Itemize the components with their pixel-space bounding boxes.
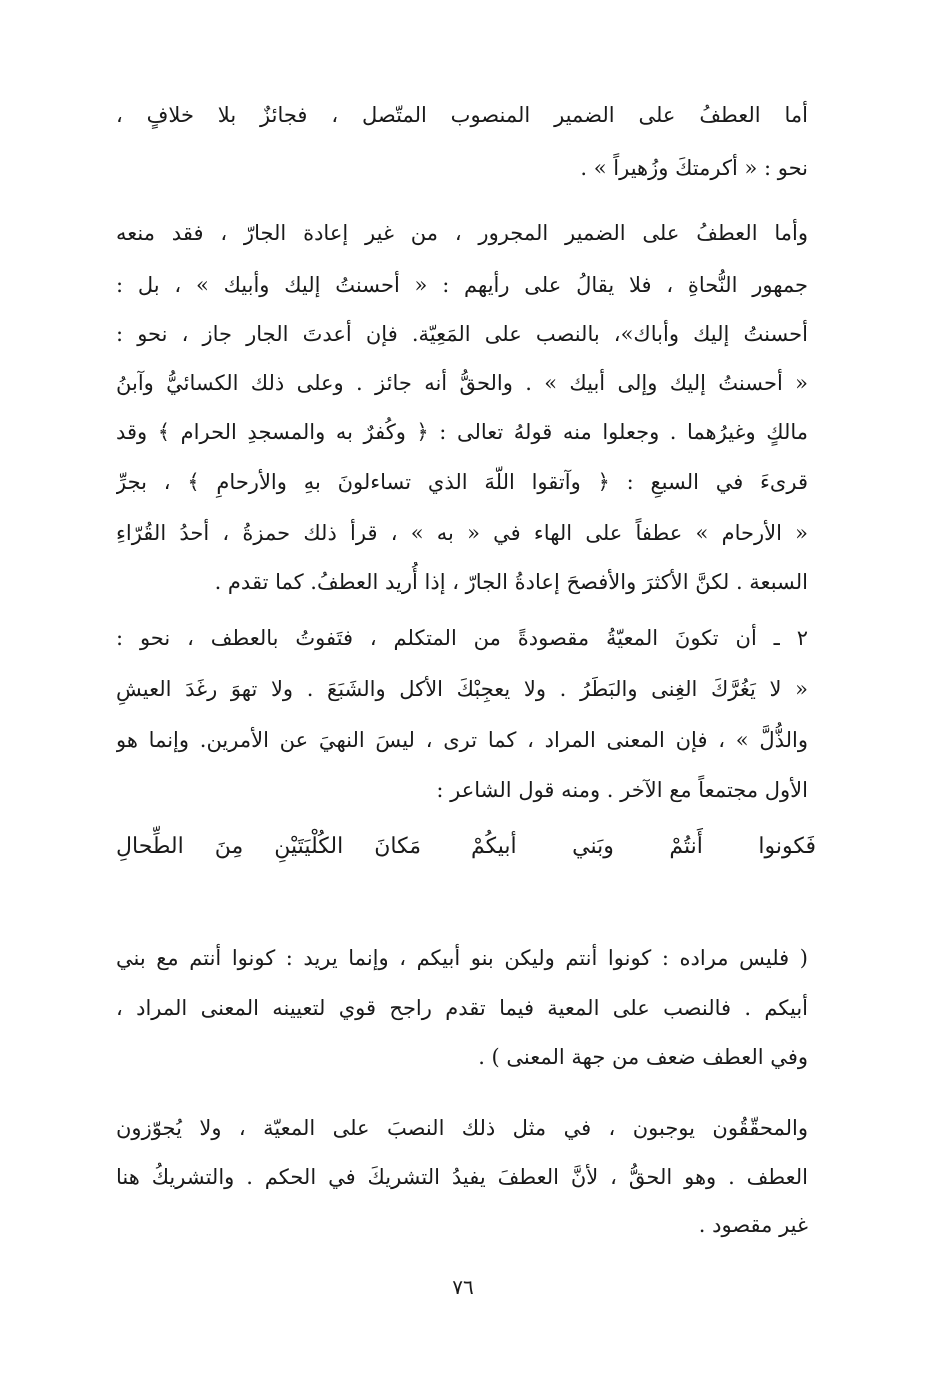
paragraph-2-line-5: مالكٍ وغيرُهما . وجعلوا منه قولهُ تعالى : ﴿ وكُفرٌ به والمسجدِ الحرام ﴾ وقد	[116, 420, 808, 444]
paragraph-4-line-2: أبيكم . فالنصب على المعية فيما تقدم راجح قوي لتعيينه المعنى المراد ،	[116, 996, 808, 1020]
paragraph-1-line-2: نحو : « أكرمتكَ وزُهيراً » .	[580, 156, 808, 180]
paragraph-4-line-1: ( فليس مراده : كونوا أنتم وليكن بنو أبيكم ، وإنما يريد : كونوا أنتم مع بني	[116, 946, 808, 970]
paragraph-2-line-6: قرىءَ في السبعِ : ﴿ وآتقوا اللّهَ الذي تساءلونَ بهِ والأرحامِ ﴾ ، بجرِّ	[116, 470, 808, 494]
paragraph-2-line-4: « أحسنتُ إليك وإلى أبيك » . والحقُّ أنه جائز . وعلى ذلك الكسائيُّ وآبنُ	[116, 371, 808, 395]
paragraph-1-line-1: أما العطفُ على الضمير المنصوب المتّصل ، فجائزٌ بلا خلافٍ ،	[116, 103, 808, 127]
paragraph-4-line-3: وفي العطف ضعف من جهة المعنى ) .	[478, 1045, 808, 1069]
paragraph-2-line-3: أحسنتُ إليك وأباك»، بالنصب على المَعِيّة. فإن أعدتَ الجار جاز ، نحو :	[116, 322, 808, 346]
verse-first-hemistich: فَكونوا أَنتُمْ وبَني أبيكُمْ	[471, 834, 816, 859]
page-number: ٧٦	[452, 1275, 474, 1299]
paragraph-5-line-1: والمحقّقُون يوجبون ، في مثل ذلك النصبَ على المعيّة ، ولا يُجوّزون	[116, 1116, 808, 1140]
paragraph-3-line-2: « لا يَغُرَّكَ الغِنى والبَطَرُ . ولا يعجِبْكَ الأكل والشَبَعَ . ولا تهوَ رغَدَ العيشِ	[116, 677, 808, 701]
paragraph-2-line-7: « الأرحام » عطفاً على الهاء في « به » ، قرأ ذلك حمزةُ ، أحدُ القُرّاءِ	[116, 521, 808, 545]
paragraph-3-line-4: الأول مجتمعاً مع الآخر . ومنه قول الشاعر :	[436, 778, 808, 802]
paragraph-2-line-1: وأما العطفُ على الضمير المجرور ، من غير إعادة الجارّ ، فقد منعه	[116, 221, 808, 245]
paragraph-5-line-3: غير مقصود .	[698, 1213, 808, 1237]
paragraph-3-line-1: ٢ ـ أن تكونَ المعيّةُ مقصودةً من المتكلم ، فتَفوتُ بالعطف ، نحو :	[116, 626, 808, 650]
paragraph-2-line-8: السبعة . لكنَّ الأكثرَ والأفصحَ إعادةُ الجارّ ، إذا أُريد العطفُ. كما تقدم .	[214, 570, 808, 594]
paragraph-2-line-2: جمهور النُّحاةِ ، فلا يقالُ على رأيهم : « أحسنتُ إليك وأبيك » ، بل :	[116, 273, 808, 297]
verse-second-hemistich: مَكانَ الكُلْيَتَيْنِ مِنَ الطِّحالِ	[116, 834, 421, 859]
poetry-verse	[116, 823, 816, 871]
paragraph-3-line-3: والذُّلَّ » ، فإن المعنى المراد ، كما ترى ، ليسَ النهيَ عن الأمرين. وإنما هو	[116, 728, 808, 752]
paragraph-5-line-2: العطف . وهو الحقُّ ، لأنَّ العطفَ يفيدُ التشريكَ في الحكم . والتشريكُ هنا	[116, 1165, 808, 1189]
